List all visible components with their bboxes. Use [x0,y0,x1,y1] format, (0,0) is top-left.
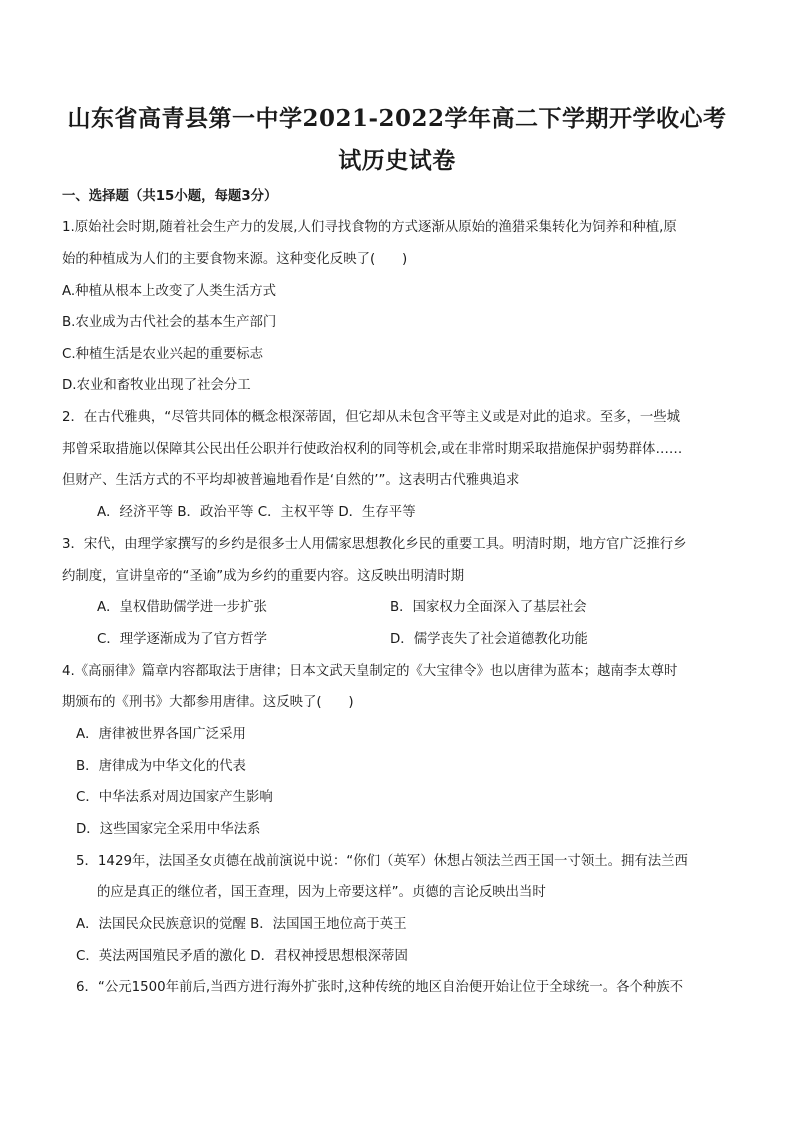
q1-option-a: A.种植从根本上改变了人类生活方式 [62,284,277,299]
q1-option-b: B.农业成为古代社会的基本生产部门 [62,315,277,330]
q3-option-a: A．皇权借助儒学进一步扩张 [97,600,267,615]
q4-option-a: A．唐律被世界各国广泛采用 [76,727,246,742]
section-heading: 一、选择题（共15小题，每题3分） [62,189,278,204]
q1-option-c: C.种植生活是农业兴起的重要标志 [62,347,264,362]
q4-option-b: B．唐律成为中华文化的代表 [76,759,246,774]
exam-title-line1: 山东省高青县第一中学2021-2022学年高二下学期开学收心考 [67,105,727,132]
q1-stem-line2: 始的种植成为人们的主要食物来源。这种变化反映了( ) [62,252,408,267]
q4-stem-line1: 4.《高丽律》篇章内容都取法于唐律；日本文武天皇制定的《大宝律令》也以唐律为蓝本；越南李太尊时 [62,664,678,679]
q3-stem-line2: 约制度，宣讲皇帝的“圣谕”成为乡约的重要内容。这反映出明清时期 [62,569,465,584]
q3-stem-line1: 3．宋代，由理学家撰写的乡约是很多士人用儒家思想教化乡民的重要工具。明清时期，地方官广泛推行乡 [62,537,687,552]
q1-stem-line1: 1.原始社会时期,随着社会生产力的发展,人们寻找食物的方式逐渐从原始的渔猎采集转化为饲养和种植,原 [62,220,677,235]
q2-stem-line2: 邦曾采取措施以保障其公民出任公职并行使政治权利的同等机会,或在非常时期采取措施保护弱势群体…… [62,442,683,457]
q6-stem-line1: 6．“公元1500年前后,当西方进行海外扩张时,这种传统的地区自治便开始让位于全球统一。各个种族不 [76,980,684,995]
q3-option-d: D．儒学丧失了社会道德教化功能 [390,632,588,647]
q5-stem-line1: 5．1429年，法国圣女贞德在战前演说中说：“你们（英军）休想占领法兰西王国一寸领土。拥有法兰西 [76,854,688,869]
q5-options-cd: C．英法两国殖民矛盾的激化 D．君权神授思想根深蒂固 [76,949,408,964]
q4-option-c: C．中华法系对周边国家产生影响 [76,790,273,805]
q2-stem-line1: 2．在古代雅典，“尽管共同体的概念根深蒂固，但它却从未包含平等主义或是对此的追求。至多，一些城 [62,410,681,425]
q4-option-d: D．这些国家完全采用中华法系 [76,822,261,837]
q4-stem-line2: 期颁布的《刑书》大都参用唐律。这反映了( ) [62,695,354,710]
q5-options-ab: A．法国民众民族意识的觉醒 B．法国国王地位高于英王 [76,917,407,932]
exam-title [60,98,734,182]
q3-option-b: B．国家权力全面深入了基层社会 [390,600,587,615]
q2-options: A．经济平等 B．政治平等 C．主权平等 D．生存平等 [97,505,416,520]
q2-stem-line3: 但财产、生活方式的不平均却被普遍地看作是‘自然的’”。这表明古代雅典追求 [62,473,520,488]
q3-option-c: C．理学逐渐成为了官方哲学 [97,632,268,647]
q1-option-d: D.农业和畜牧业出现了社会分工 [62,378,251,393]
q5-stem-line2: 的应是真正的继位者，国王查理，因为上帝要这样”。贞德的言论反映出当时 [97,885,546,900]
exam-title-line2: 试历史试卷 [338,147,456,174]
